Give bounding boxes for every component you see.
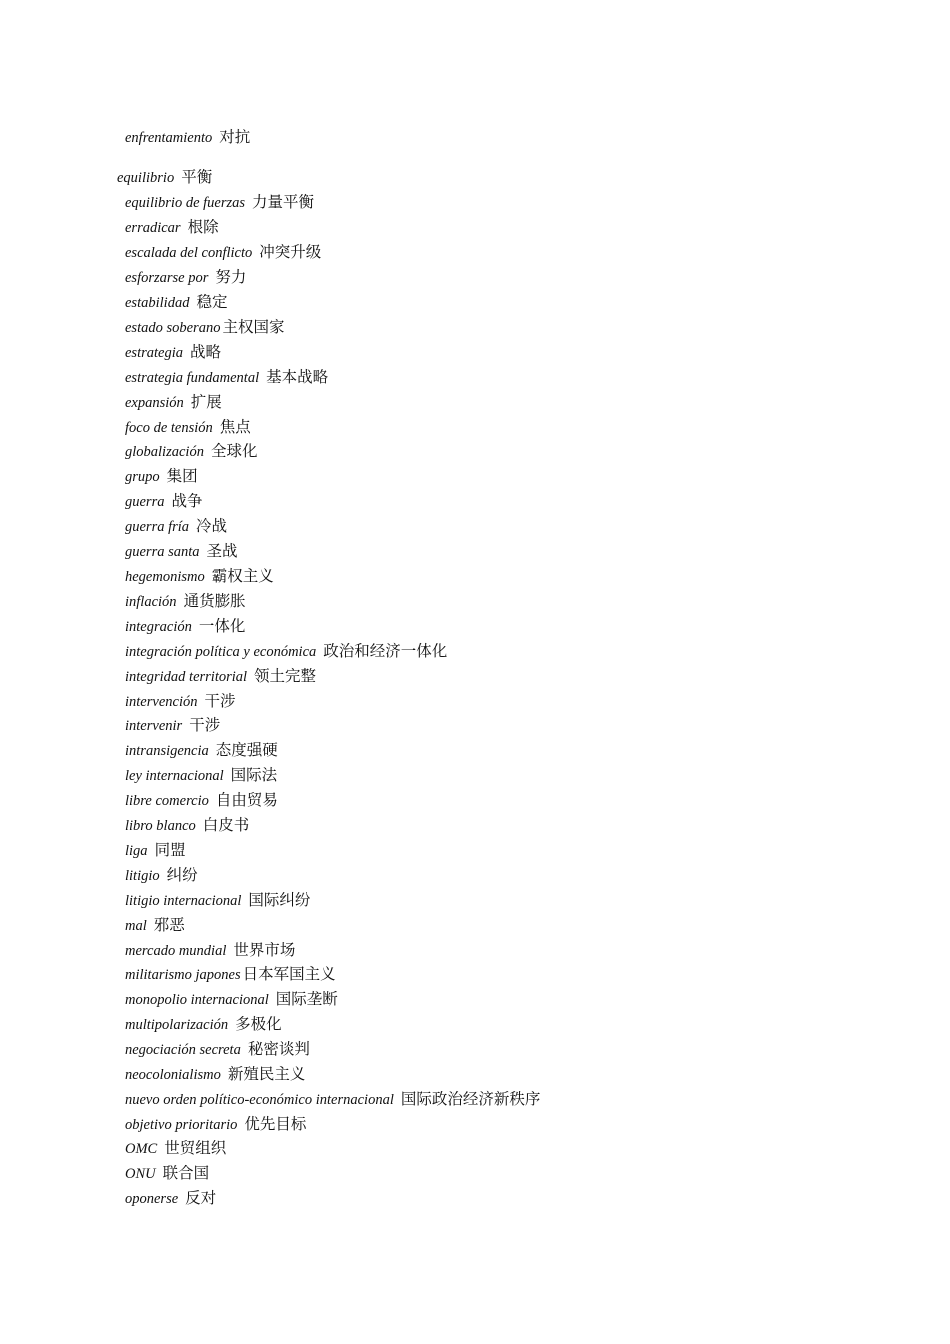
chinese-translation: 同盟	[154, 841, 186, 859]
chinese-translation: 领土完整	[254, 667, 317, 685]
glossary-entry	[125, 391, 222, 413]
chinese-translation: 一体化	[198, 617, 246, 635]
chinese-translation: 力量平衡	[252, 193, 315, 211]
spanish-term: ley internacional	[125, 768, 224, 784]
spanish-term: OMC	[125, 1141, 158, 1157]
spanish-term: estabilidad	[125, 295, 190, 311]
spanish-term: esforzarse por	[125, 270, 209, 286]
glossary-entry	[125, 963, 336, 985]
glossary-entry	[125, 216, 219, 238]
spanish-term: foco de tensión	[125, 420, 213, 436]
chinese-translation: 战略	[190, 343, 222, 361]
chinese-translation: 全球化	[210, 442, 258, 460]
spanish-term: estado soberano	[125, 320, 221, 336]
chinese-translation: 国际法	[230, 766, 278, 784]
spanish-term: objetivo prioritario	[125, 1117, 238, 1133]
chinese-translation: 对抗	[219, 128, 251, 146]
spanish-term: inflación	[125, 594, 177, 610]
chinese-translation: 冲突升级	[259, 243, 322, 261]
chinese-translation: 世贸组织	[164, 1139, 227, 1157]
spanish-term: hegemonismo	[125, 569, 205, 585]
spanish-term: intervenir	[125, 718, 183, 734]
spanish-term: guerra	[125, 494, 165, 510]
glossary-entry	[125, 1113, 306, 1135]
spanish-term: negociación secreta	[125, 1042, 241, 1058]
glossary-entry	[125, 1162, 209, 1184]
chinese-translation: 干涉	[189, 716, 221, 734]
spanish-term: equilibrio de fuerzas	[125, 195, 246, 211]
spanish-term: enfrentamiento	[125, 130, 213, 146]
glossary-entry	[125, 515, 227, 537]
glossary-entry	[125, 665, 316, 687]
spanish-term: libro blanco	[125, 818, 196, 834]
spanish-term: integración	[125, 619, 192, 635]
spanish-term: guerra fría	[125, 519, 190, 535]
chinese-translation: 集团	[166, 467, 198, 485]
chinese-translation: 优先目标	[244, 1115, 307, 1133]
glossary-entry	[125, 1063, 305, 1085]
spanish-term: expansión	[125, 395, 184, 411]
glossary-entry	[125, 789, 278, 811]
glossary-entry	[117, 166, 212, 188]
glossary-entry	[125, 416, 251, 438]
spanish-term: estrategia	[125, 345, 183, 361]
chinese-translation: 主权国家	[222, 318, 285, 336]
glossary-entry	[125, 341, 221, 363]
spanish-term: globalización	[125, 444, 204, 460]
glossary-entry	[125, 316, 284, 338]
chinese-translation: 稳定	[196, 293, 228, 311]
chinese-translation: 基本战略	[266, 368, 329, 386]
chinese-translation: 国际垄断	[275, 990, 338, 1008]
glossary-entry	[125, 1137, 226, 1159]
glossary-entry	[125, 440, 257, 462]
spanish-term: litigio internacional	[125, 893, 242, 909]
spanish-term: militarismo japones	[125, 967, 241, 983]
chinese-translation: 多极化	[235, 1015, 282, 1033]
chinese-translation: 圣战	[206, 542, 238, 560]
chinese-translation: 扩展	[190, 393, 222, 411]
glossary-entry	[125, 565, 274, 587]
glossary-entry	[125, 126, 250, 148]
glossary-entry	[125, 615, 245, 637]
glossary-entry	[125, 291, 227, 313]
glossary-entry	[125, 889, 310, 911]
spanish-term: oponerse	[125, 1191, 179, 1207]
glossary-entry	[125, 714, 220, 736]
spanish-term: estrategia fundamental	[125, 370, 260, 386]
spanish-term: escalada del conflicto	[125, 245, 253, 261]
spanish-term: integración política y económica	[125, 644, 317, 660]
glossary-entry	[125, 640, 447, 662]
spanish-term: mercado mundial	[125, 943, 227, 959]
glossary-entry	[125, 266, 246, 288]
spanish-term: libre comercio	[125, 793, 209, 809]
glossary-entry	[125, 864, 198, 886]
glossary-entry	[125, 1088, 540, 1110]
glossary-entry	[125, 1038, 310, 1060]
chinese-translation: 邪恶	[153, 916, 185, 934]
glossary-entry	[125, 540, 238, 562]
chinese-translation: 新殖民主义	[227, 1065, 306, 1083]
chinese-translation: 干涉	[204, 692, 236, 710]
chinese-translation: 焦点	[219, 418, 251, 436]
glossary-entry	[125, 814, 249, 836]
glossary-entry	[125, 191, 314, 213]
chinese-translation: 日本军国主义	[242, 965, 336, 983]
spanish-term: mal	[125, 918, 147, 934]
glossary-entry	[125, 465, 198, 487]
chinese-translation: 白皮书	[202, 816, 250, 834]
spanish-term: equilibrio	[117, 170, 175, 186]
chinese-translation: 战争	[171, 492, 203, 510]
chinese-translation: 霸权主义	[211, 567, 274, 585]
glossary-entry	[125, 490, 203, 512]
spanish-term: liga	[125, 843, 148, 859]
glossary-entry	[125, 1013, 282, 1035]
spanish-term: erradicar	[125, 220, 181, 236]
spanish-term: ONU	[125, 1166, 156, 1182]
chinese-translation: 反对	[185, 1189, 217, 1207]
chinese-translation: 国际政治经济新秩序	[400, 1090, 541, 1108]
spanish-term: multipolarización	[125, 1017, 229, 1033]
chinese-translation: 自由贸易	[215, 791, 278, 809]
glossary-entry	[125, 241, 321, 263]
spanish-term: nuevo orden político-económico internacional	[125, 1092, 394, 1108]
chinese-translation: 政治和经济一体化	[323, 642, 448, 660]
glossary-entry	[125, 690, 236, 712]
spanish-term: guerra santa	[125, 544, 200, 560]
glossary-entry	[125, 939, 295, 961]
spanish-term: intervención	[125, 694, 198, 710]
glossary-entry	[125, 1187, 216, 1209]
chinese-translation: 平衡	[181, 168, 213, 186]
chinese-translation: 态度强硬	[215, 741, 278, 759]
spanish-term: litigio	[125, 868, 160, 884]
chinese-translation: 国际纠纷	[248, 891, 311, 909]
chinese-translation: 秘密谈判	[247, 1040, 310, 1058]
chinese-translation: 世界市场	[233, 941, 296, 959]
chinese-translation: 根除	[187, 218, 219, 236]
spanish-term: integridad territorial	[125, 669, 248, 685]
spanish-term: grupo	[125, 469, 160, 485]
chinese-translation: 通货膨胀	[183, 592, 246, 610]
spanish-term: monopolio internacional	[125, 992, 269, 1008]
chinese-translation: 联合国	[162, 1164, 210, 1182]
glossary-entry	[125, 590, 246, 612]
glossary-entry	[125, 839, 186, 861]
chinese-translation: 纠纷	[166, 866, 198, 884]
glossary-entry	[125, 366, 328, 388]
spanish-term: neocolonialismo	[125, 1067, 221, 1083]
chinese-translation: 冷战	[196, 517, 228, 535]
glossary-entry	[125, 764, 277, 786]
glossary-entry	[125, 914, 185, 936]
chinese-translation: 努力	[215, 268, 247, 286]
glossary-entry	[125, 988, 338, 1010]
glossary-entry	[125, 739, 278, 761]
spanish-term: intransigencia	[125, 743, 209, 759]
